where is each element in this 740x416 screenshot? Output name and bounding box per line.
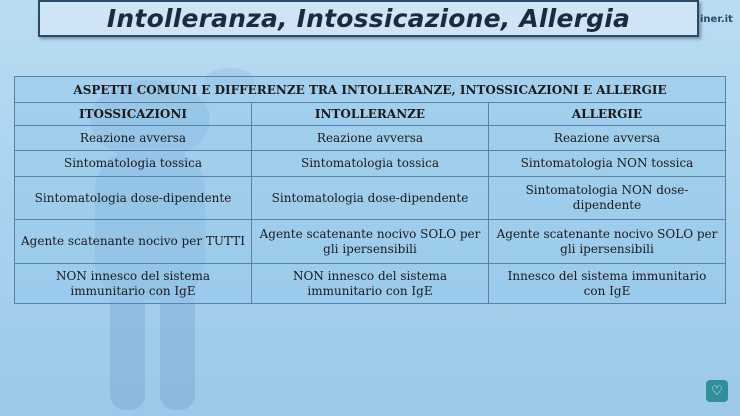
- brand-watermark: iner.it: [700, 14, 733, 25]
- table-cell: Sintomatologia NON tossica: [520, 156, 694, 170]
- table-cell: Sintomatologia dose-dipendente: [15, 177, 252, 219]
- table-cell: Sintomatologia tossica: [15, 151, 252, 176]
- table-cell: Sintomatologia dose-dipendente: [252, 177, 489, 219]
- table-cell: Innesco del sistema immunitario con IgE: [507, 268, 707, 298]
- table-cell: Agente scatenante nocivo per TUTTI: [15, 220, 252, 263]
- slide-title: Intolleranza, Intossicazione, Allergia: [106, 4, 631, 33]
- table-cell: Agente scatenante nocivo SOLO per gli ipersensibili: [496, 226, 718, 256]
- table-row: [15, 151, 725, 177]
- table-cell: Reazione avversa: [252, 126, 489, 150]
- table-title: ASPETTI COMUNI E DIFFERENZE TRA INTOLLERANZE, INTOSSICAZIONI E ALLERGIE: [15, 77, 725, 103]
- table-cell: Agente scatenante nocivo SOLO per gli ipersensibili: [252, 220, 489, 263]
- table-column-headers: [15, 103, 725, 126]
- table-row: [15, 126, 725, 151]
- table-cell: Reazione avversa: [553, 130, 661, 145]
- table-cell: NON innesco del sistema immunitario con IgE: [15, 264, 252, 303]
- slide-title-box: [38, 0, 699, 37]
- table-cell: NON innesco del sistema immunitario con IgE: [252, 264, 489, 303]
- table-row: [15, 264, 725, 303]
- column-header: ITOSSICAZIONI: [15, 103, 252, 125]
- table-cell: Sintomatologia tossica: [252, 151, 489, 176]
- heart-icon[interactable]: ♡: [706, 380, 728, 402]
- table-cell: Sintomatologia NON dose-dipendente: [525, 183, 689, 212]
- table-cell: Reazione avversa: [15, 126, 252, 150]
- table-row: [15, 177, 725, 220]
- comparison-table: [14, 76, 726, 304]
- column-header: INTOLLERANZE: [252, 103, 489, 125]
- table-row: [15, 220, 725, 264]
- column-header: ALLERGIE: [571, 106, 643, 121]
